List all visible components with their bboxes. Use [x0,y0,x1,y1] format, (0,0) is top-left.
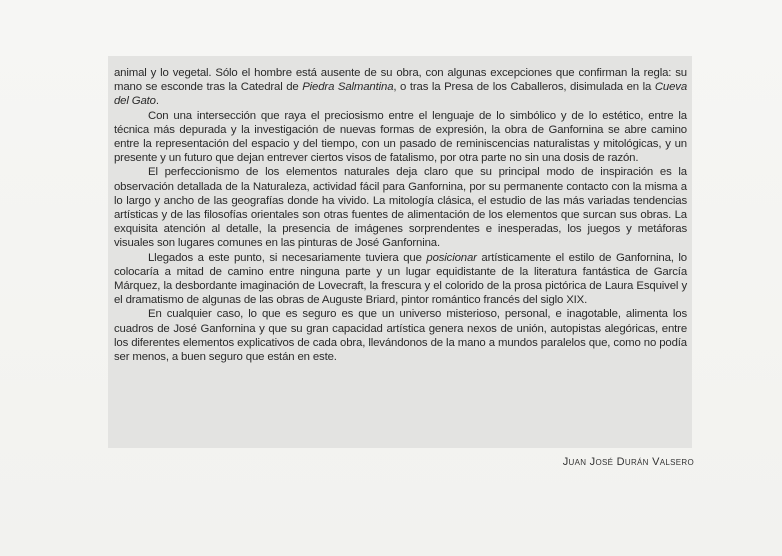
italic-text: posicionar [426,251,477,264]
paragraph-3 [114,165,687,250]
text-run: Con una intersección que raya el preciosismo entre el lenguaje de lo simbólico y de lo estético, entre la técnica más depurada y la investigación de nuevas formas de expresión, la obra de Ganfornina se abre camino entre la representación del espacio y del tiempo, con un pasado de reminiscencias naturalistas y mitológicas, y un presente y un futuro que dejan entrever ciertos visos de fatalismo, por otra parte no sin una dosis de razón. [114,109,687,165]
text-run: artísticamente el estilo de Ganfornina, lo colocaría a mitad de camino entre ninguna parte y un lugar equidistante de la literatura fantástica de García Márquez, la desbordante imaginación de Lovecraft, la frescura y el colorido de la prosa pictórica de Laura Esquivel y el dramatismo de algunas de las obras de Auguste Briard, pintor romántico francés del siglo XIX. [114,251,687,307]
text-run: . [155,95,159,108]
italic-text: Piedra Salmantina [302,81,394,94]
paragraph-4 [114,251,687,308]
text-run: En cualquier caso, lo que es seguro es que un universo misterioso, personal, e inagotable, alimenta los cuadros de José Ganfornina y que su gran capacidad artística genera nexos de unión, autopistas alegóricas, entre los diferentes elementos explicativos de cada obra, llevándonos de la mano a mundos paralelos que, como no podía ser menos, a buen seguro que están en este. [114,308,687,364]
author-signature: Juan José Durán Valsero [562,456,694,468]
italic-text: Cueva del Gato [114,81,688,108]
paragraph-5 [114,307,687,364]
paragraph-2 [114,109,687,166]
body-text [114,66,687,364]
text-run: El perfeccionismo de los elementos naturales deja claro que su principal modo de inspiración es la observación detallada de la Naturaleza, actividad fácil para Ganfornina, por su permanente contacto con la misma a lo largo y ancho de las geografías donde ha vivido. La mitología clásica, el estudio de las más variadas tendencias artísticas y de las filosofías orientales son otras fuentes de alimentación de los elementos que surcan sus obras. La exquisita atención al detalle, la presencia de imágenes sorprendentes e inesperadas, los juegos y metáforas visuales son lugares comunes en las pinturas de José Ganfornina. [114,166,687,250]
paragraph-1 [114,66,687,109]
text-run: animal y lo vegetal. Sólo el hombre está ausente de su obra, con algunas excepciones que confirman la regla: su mano se esconde tras la Catedral de [114,67,687,94]
text-run: Llegados a este punto, si necesariamente tuviera que [148,251,427,264]
text-run: , o tras la Presa de los Caballeros, disimulada en la [393,81,655,94]
